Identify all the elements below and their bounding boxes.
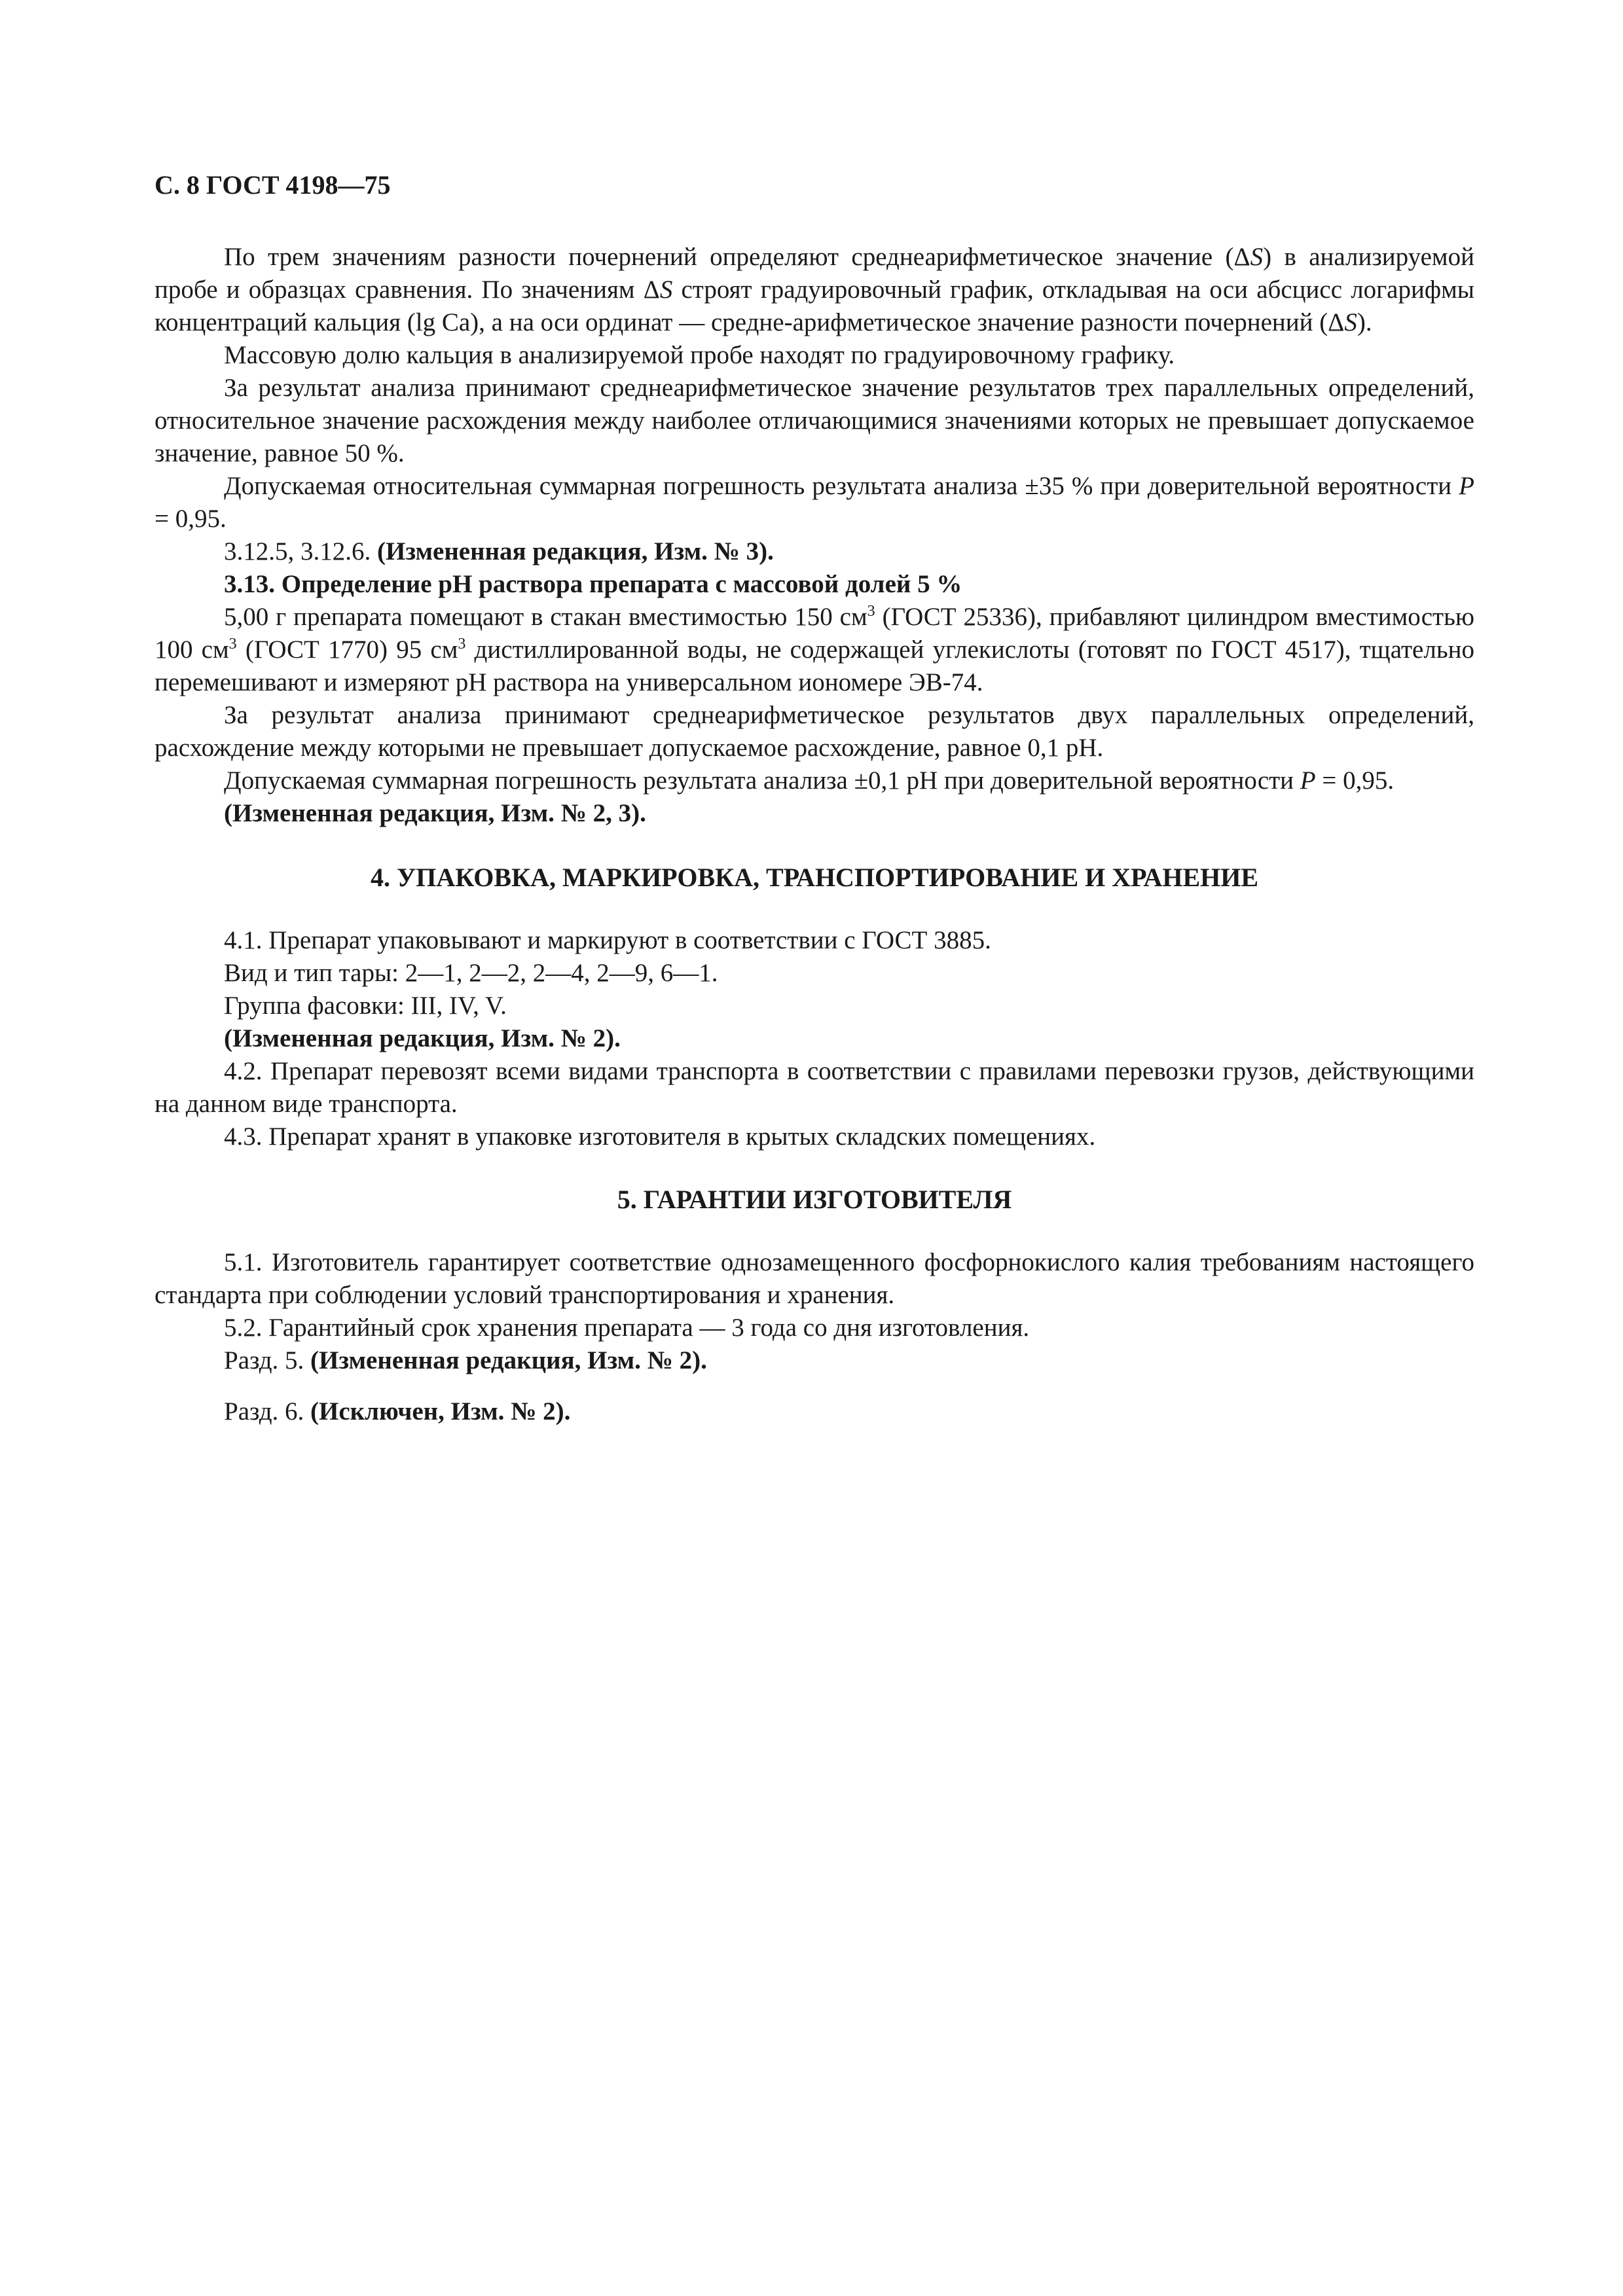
- paragraph: [155, 764, 1474, 797]
- text: S: [659, 276, 673, 304]
- amendment-note: (Измененная редакция, Изм. № 2, 3).: [224, 799, 646, 827]
- amendment-note: (Исключен, Изм. № 2).: [310, 1397, 571, 1426]
- text: P: [1459, 472, 1474, 500]
- text: Допускаемая относительная суммарная погрешность результата анализа ±35 % при доверительной вероятности: [224, 472, 1459, 500]
- paragraph: [155, 1395, 1474, 1428]
- text: P: [1300, 766, 1316, 795]
- superscript: 3: [458, 636, 466, 653]
- paragraph: 4.3. Препарат хранят в упаковке изготовителя в крытых складских помещениях.: [224, 1122, 1096, 1151]
- text: = 0,95.: [1315, 766, 1395, 795]
- paragraph: 5.2. Гарантийный срок хранения препарата — 3 года со дня изготовления.: [224, 1314, 1030, 1342]
- text: (ГОСТ 25336), прибавляют цилиндром вместимостью 100 см: [155, 603, 1474, 664]
- section-title: 5. ГАРАНТИИ ИЗГОТОВИТЕЛЯ: [617, 1185, 1012, 1214]
- paragraph: Вид и тип тары: 2—1, 2—2, 2—4, 2—9, 6—1.: [224, 959, 718, 987]
- paragraph: [155, 241, 1474, 339]
- paragraph: За результат анализа принимают среднеарифметическое результатов двух параллельных определений, расхождение между которыми не превышает допускаемое расхождение, равное 0,1 pH.: [155, 701, 1474, 762]
- text: Допускаемая суммарная погрешность результата анализа ±0,1 pH при доверительной вероятности: [224, 766, 1300, 795]
- text: 5,00 г препарата помещают в стакан вместимостью 150 см: [224, 603, 867, 631]
- paragraph: [155, 601, 1474, 699]
- section-title: 4. УПАКОВКА, МАРКИРОВКА, ТРАНСПОРТИРОВАНИЕ И ХРАНЕНИЕ: [370, 863, 1259, 892]
- text: Разд. 5.: [224, 1346, 311, 1374]
- text: По трем значениям разности почернений определяют среднеарифметическое значение (Δ: [224, 243, 1250, 271]
- document-page: [155, 169, 1474, 1428]
- text: 3.12.5, 3.12.6.: [224, 537, 377, 565]
- paragraph: Группа фасовки: III, IV, V.: [224, 992, 507, 1020]
- amendment-note: (Измененная редакция, Изм. № 3).: [377, 537, 774, 565]
- paragraph: 4.2. Препарат перевозят всеми видами транспорта в соответствии с правилами перевозки грузов, действующими на данном виде транспорта.: [155, 1057, 1474, 1118]
- paragraph: [155, 1344, 1474, 1377]
- paragraph: [155, 470, 1474, 535]
- text: S: [1344, 308, 1357, 336]
- paragraph: За результат анализа принимают среднеарифметическое значение результатов трех параллельных определений, относительное значение расхождения между наиболее отличающимися значениями которых не превышает допускаемое значение, равное 50 %.: [155, 374, 1474, 467]
- paragraph: Массовую долю кальция в анализируемой пробе находят по градуировочному графику.: [224, 341, 1175, 369]
- paragraph: 5.1. Изготовитель гарантирует соответствие однозамещенного фосфорнокислого калия требованиям настоящего стандарта при соблюдении условий транспортирования и хранения.: [155, 1248, 1474, 1309]
- text: (ГОСТ 1770) 95 см: [236, 636, 458, 664]
- superscript: 3: [867, 603, 875, 620]
- text: дистиллированной воды, не содержащей углекислоты (готовят по ГОСТ 4517), тщательно перемешивают и измеряют pH раствора на универсальном иономере ЭВ-74.: [155, 636, 1474, 696]
- text: = 0,95.: [155, 505, 227, 533]
- text: ) в анализируемой пробе и образцах сравнения. По значениям Δ: [155, 243, 1474, 304]
- text: строят градуировочный график, откладывая на оси абсцисс логарифмы концентраций кальция (lg Ca), а на оси ординат — средне-арифметическое значение разности почернений (Δ: [155, 276, 1474, 336]
- paragraph: 4.1. Препарат упаковывают и маркируют в соответствии с ГОСТ 3885.: [224, 926, 991, 954]
- superscript: 3: [228, 636, 237, 653]
- page-header: С. 8 ГОСТ 4198—75: [155, 170, 391, 200]
- text: Разд. 6.: [224, 1397, 311, 1426]
- amendment-note: (Измененная редакция, Изм. № 2).: [224, 1024, 621, 1052]
- subsection-heading: 3.13. Определение pH раствора препарата с массовой долей 5 %: [224, 570, 962, 598]
- paragraph: [155, 535, 1474, 568]
- text: S: [1250, 243, 1264, 271]
- text: ).: [1357, 308, 1372, 336]
- amendment-note: (Измененная редакция, Изм. № 2).: [310, 1346, 707, 1374]
